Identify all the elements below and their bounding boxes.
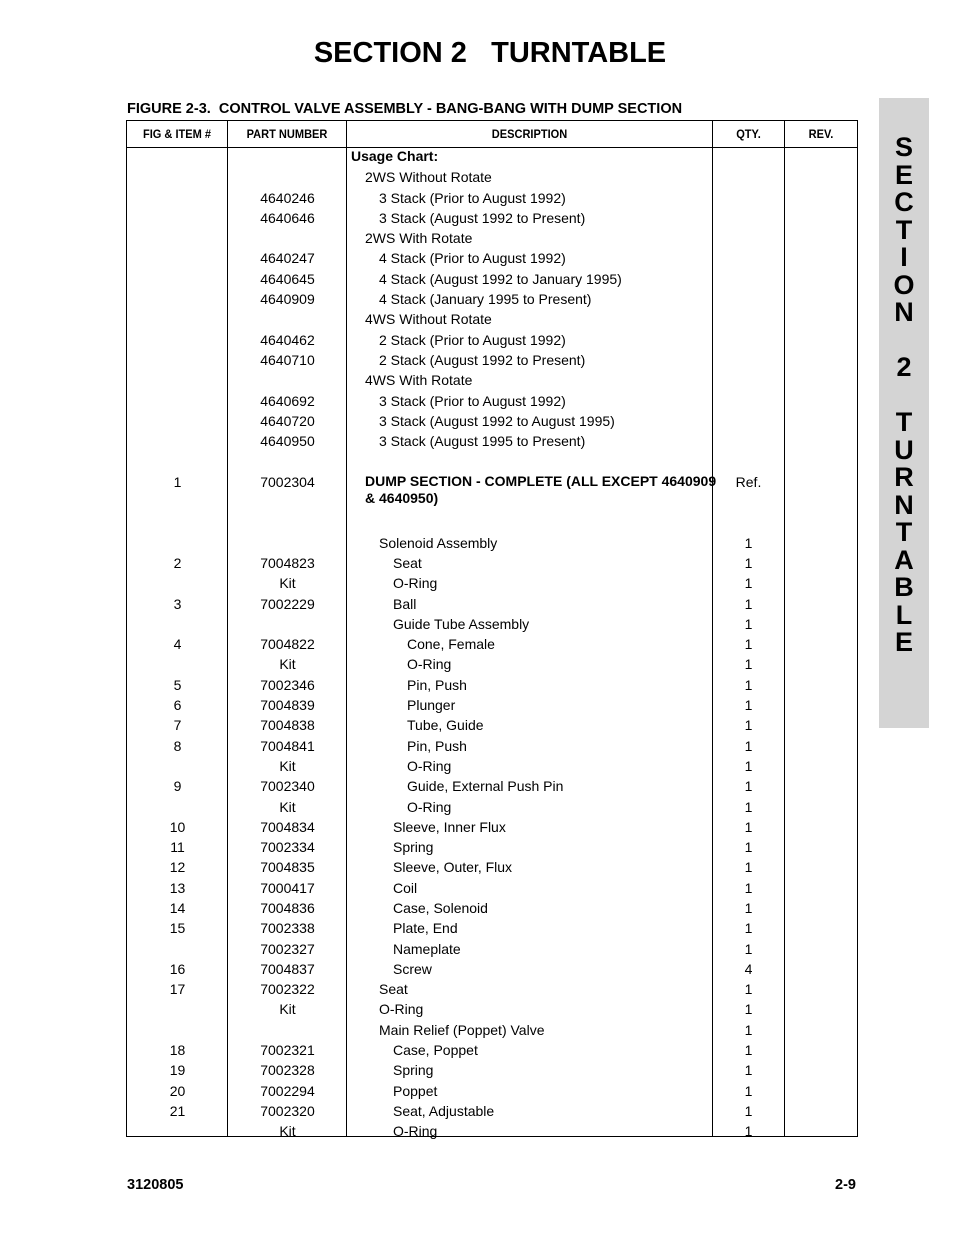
qty-cell: 1 bbox=[744, 1102, 753, 1119]
part-number-cell: Kit bbox=[279, 798, 296, 815]
table-row bbox=[127, 472, 857, 513]
table-row bbox=[127, 715, 857, 735]
table-row bbox=[127, 959, 857, 979]
fig-item-cell: 14 bbox=[169, 899, 186, 916]
fig-item-cell: 1 bbox=[173, 473, 182, 490]
description-cell: Nameplate bbox=[393, 940, 461, 957]
part-number-cell: 4640246 bbox=[260, 189, 315, 206]
qty-cell: 1 bbox=[744, 595, 753, 612]
description-cell: Guide, External Push Pin bbox=[407, 778, 564, 795]
qty-cell: 1 bbox=[744, 534, 753, 551]
qty-cell: 1 bbox=[744, 778, 753, 795]
description-cell: O-Ring bbox=[379, 1001, 424, 1018]
qty-cell: 1 bbox=[744, 737, 753, 754]
description-cell: Plunger bbox=[407, 697, 456, 714]
section-side-tab bbox=[879, 98, 929, 728]
table-row bbox=[127, 999, 857, 1019]
table-row bbox=[127, 776, 857, 796]
part-number-cell: 7004822 bbox=[260, 636, 315, 653]
qty-cell: 1 bbox=[744, 859, 753, 876]
fig-item-cell: 10 bbox=[169, 818, 186, 835]
table-row bbox=[127, 309, 857, 329]
figure-title: FIGURE 2-3. CONTROL VALVE ASSEMBLY - BANG-BANG WITH DUMP SECTION bbox=[127, 101, 683, 117]
table-row bbox=[127, 330, 857, 350]
part-number-cell: Kit bbox=[279, 757, 296, 774]
table-row bbox=[127, 391, 857, 411]
table-row bbox=[127, 553, 857, 573]
side-tab-letter: T bbox=[895, 214, 913, 245]
qty-cell: 1 bbox=[744, 920, 753, 937]
page-number: 2-9 bbox=[835, 1177, 856, 1193]
part-number-cell: 7002229 bbox=[260, 595, 315, 612]
description-cell: Pin, Push bbox=[407, 676, 467, 693]
table-row bbox=[127, 898, 857, 918]
part-number-cell: 7002294 bbox=[260, 1082, 315, 1099]
part-number-cell: 7004836 bbox=[260, 899, 315, 916]
spacer-row bbox=[127, 451, 857, 471]
fig-item-cell: 15 bbox=[169, 920, 186, 937]
fig-item-cell: 12 bbox=[169, 859, 186, 876]
qty-cell: 1 bbox=[744, 717, 753, 734]
table-row bbox=[127, 878, 857, 898]
fig-item-cell: 20 bbox=[169, 1082, 186, 1099]
table-row bbox=[127, 228, 857, 248]
description-cell: O-Ring bbox=[407, 656, 452, 673]
description-cell: O-Ring bbox=[407, 757, 452, 774]
description-cell: 2WS With Rotate bbox=[365, 230, 473, 247]
side-tab-letter: T bbox=[895, 407, 913, 437]
table-body bbox=[127, 147, 857, 1142]
fig-item-cell: 21 bbox=[169, 1102, 186, 1119]
fig-item-cell: 5 bbox=[173, 676, 182, 693]
description-cell: Poppet bbox=[393, 1082, 438, 1099]
spacer-row bbox=[127, 512, 857, 532]
description-cell: 3 Stack (August 1995 to Present) bbox=[379, 433, 586, 450]
side-tab-letter: R bbox=[894, 462, 914, 492]
part-number-cell: 7002320 bbox=[260, 1102, 315, 1119]
part-number-cell: 4640247 bbox=[260, 250, 315, 267]
table-row bbox=[127, 756, 857, 776]
part-number-cell: 7002334 bbox=[260, 839, 315, 856]
table-row bbox=[127, 979, 857, 999]
table-row bbox=[127, 614, 857, 634]
part-number-cell: 7002322 bbox=[260, 981, 315, 998]
fig-item-cell: 11 bbox=[170, 839, 185, 856]
table-row bbox=[127, 1040, 857, 1060]
description-cell: Coil bbox=[393, 879, 418, 896]
qty-cell: 1 bbox=[744, 839, 753, 856]
table-row bbox=[127, 1101, 857, 1121]
qty-cell: 1 bbox=[744, 757, 753, 774]
side-tab-letter: E bbox=[894, 627, 913, 657]
table-row bbox=[127, 695, 857, 715]
part-number-cell: 4640710 bbox=[260, 351, 315, 368]
table-row bbox=[127, 167, 857, 187]
table-row bbox=[127, 370, 857, 390]
side-tab-letter: N bbox=[894, 489, 914, 520]
description-cell: 4 Stack (January 1995 to Present) bbox=[379, 291, 592, 308]
description-cell: Ball bbox=[393, 595, 417, 612]
document-number: 3120805 bbox=[127, 1177, 184, 1193]
description-cell: 2WS Without Rotate bbox=[365, 169, 492, 186]
table-row bbox=[127, 675, 857, 695]
description-cell: Cone, Female bbox=[407, 636, 495, 653]
description-cell: Case, Poppet bbox=[393, 1042, 478, 1059]
table-row bbox=[127, 797, 857, 817]
fig-item-cell: 3 bbox=[173, 595, 182, 612]
part-number-cell: 7002327 bbox=[260, 940, 315, 957]
description-cell: Tube, Guide bbox=[407, 717, 484, 734]
part-number-cell: 4640646 bbox=[260, 209, 315, 226]
table-row bbox=[127, 857, 857, 877]
side-tab-letter: S bbox=[894, 132, 913, 162]
part-number-cell: 7002328 bbox=[260, 1062, 315, 1079]
part-number-cell: 7004841 bbox=[260, 737, 315, 754]
qty-cell: 1 bbox=[744, 1062, 753, 1079]
qty-cell: 1 bbox=[744, 818, 753, 835]
part-number-cell: 4640692 bbox=[260, 392, 315, 409]
fig-item-cell: 16 bbox=[169, 960, 186, 977]
fig-item-cell: 6 bbox=[173, 697, 182, 714]
table-row bbox=[127, 147, 857, 167]
qty-cell: 1 bbox=[744, 676, 753, 693]
table-row bbox=[127, 1020, 857, 1040]
table-row bbox=[127, 1121, 857, 1141]
table-row bbox=[127, 289, 857, 309]
qty-cell: 1 bbox=[744, 879, 753, 896]
description-cell: 3 Stack (Prior to August 1992) bbox=[379, 189, 566, 206]
part-number-cell: 7004834 bbox=[260, 818, 315, 835]
fig-item-cell: 19 bbox=[169, 1062, 186, 1079]
qty-cell: 1 bbox=[744, 798, 753, 815]
qty-cell: Ref. bbox=[735, 473, 762, 490]
description-cell: 2 Stack (August 1992 to Present) bbox=[379, 351, 586, 368]
part-number-cell: 7004838 bbox=[260, 717, 315, 734]
table-row bbox=[127, 1060, 857, 1080]
qty-cell: 1 bbox=[744, 899, 753, 916]
qty-cell: 1 bbox=[744, 1042, 753, 1059]
description-cell: Solenoid Assembly bbox=[379, 534, 498, 551]
table-row bbox=[127, 431, 857, 451]
side-tab-letter: A bbox=[894, 544, 914, 575]
qty-cell: 1 bbox=[744, 1123, 753, 1140]
qty-cell: 1 bbox=[744, 1001, 753, 1018]
side-tab-letter: O bbox=[893, 269, 915, 300]
table-row bbox=[127, 533, 857, 553]
table-row bbox=[127, 411, 857, 431]
table-row bbox=[127, 634, 857, 654]
table-row bbox=[127, 1081, 857, 1101]
table-row bbox=[127, 939, 857, 959]
part-number-cell: Kit bbox=[279, 575, 296, 592]
fig-item-cell: 13 bbox=[169, 879, 186, 896]
fig-item-cell: 17 bbox=[169, 981, 186, 998]
fig-item-cell: 7 bbox=[173, 717, 182, 734]
part-number-cell: 7002338 bbox=[260, 920, 315, 937]
side-tab-letter: L bbox=[895, 599, 913, 630]
table-row bbox=[127, 817, 857, 837]
table-row bbox=[127, 837, 857, 857]
table-row bbox=[127, 654, 857, 674]
side-tab-letters bbox=[879, 134, 929, 657]
table-row bbox=[127, 573, 857, 593]
fig-item-cell: 18 bbox=[169, 1042, 186, 1059]
part-number-cell: 7004837 bbox=[260, 960, 315, 977]
description-cell: Seat, Adjustable bbox=[393, 1102, 495, 1119]
part-number-cell: 7002321 bbox=[260, 1042, 315, 1059]
description-cell: Case, Solenoid bbox=[393, 899, 488, 916]
part-number-cell: 7002304 bbox=[260, 473, 315, 490]
description-cell: Main Relief (Poppet) Valve bbox=[379, 1021, 545, 1038]
qty-cell: 1 bbox=[744, 1082, 753, 1099]
part-number-cell: Kit bbox=[279, 1001, 296, 1018]
table-row bbox=[127, 208, 857, 228]
fig-item-cell: 9 bbox=[173, 778, 182, 795]
description-cell: 3 Stack (August 1992 to Present) bbox=[379, 209, 586, 226]
description-cell: 4 Stack (August 1992 to January 1995) bbox=[379, 270, 622, 287]
description-cell: 4WS Without Rotate bbox=[365, 311, 492, 328]
part-number-cell: 4640720 bbox=[260, 412, 315, 429]
table-row bbox=[127, 269, 857, 289]
table-row bbox=[127, 350, 857, 370]
side-tab-letter: U bbox=[894, 434, 914, 465]
description-cell: 3 Stack (Prior to August 1992) bbox=[379, 392, 566, 409]
part-number-cell: 4640950 bbox=[260, 433, 315, 450]
side-tab-letter: C bbox=[894, 187, 914, 217]
table-row bbox=[127, 248, 857, 268]
qty-cell: 1 bbox=[744, 615, 753, 632]
part-number-cell: 7000417 bbox=[260, 879, 315, 896]
fig-item-cell: 4 bbox=[173, 636, 182, 653]
part-number-cell: 7004823 bbox=[260, 554, 315, 571]
description-cell: 4WS With Rotate bbox=[365, 372, 473, 389]
description-cell: 3 Stack (August 1992 to August 1995) bbox=[379, 412, 615, 429]
part-number-cell: 4640909 bbox=[260, 291, 315, 308]
side-tab-letter: N bbox=[894, 297, 914, 327]
header-part-number: PART NUMBER bbox=[246, 127, 328, 141]
part-number-cell: 7002340 bbox=[260, 778, 315, 795]
qty-cell: 1 bbox=[744, 554, 753, 571]
header-qty: QTY. bbox=[736, 127, 761, 141]
side-tab-letter: 2 bbox=[896, 352, 912, 382]
part-number-cell: Kit bbox=[279, 656, 296, 673]
table-row bbox=[127, 918, 857, 938]
description-cell: Guide Tube Assembly bbox=[393, 615, 530, 632]
description-cell: 4 Stack (Prior to August 1992) bbox=[379, 250, 566, 267]
fig-item-cell: 8 bbox=[173, 737, 182, 754]
table-row bbox=[127, 736, 857, 756]
qty-cell: 1 bbox=[744, 697, 753, 714]
part-number-cell: 7004835 bbox=[260, 859, 315, 876]
qty-cell: 1 bbox=[744, 575, 753, 592]
part-number-cell: 7002346 bbox=[260, 676, 315, 693]
part-number-cell: 7004839 bbox=[260, 697, 315, 714]
description-cell: O-Ring bbox=[393, 1123, 438, 1140]
section-title: SECTION 2 TURNTABLE bbox=[313, 37, 667, 69]
description-cell: Spring bbox=[393, 839, 434, 856]
side-tab-letter: T bbox=[895, 517, 913, 547]
side-tab-letter: I bbox=[900, 242, 908, 272]
fig-item-cell: 2 bbox=[173, 554, 182, 571]
description-cell: 2 Stack (Prior to August 1992) bbox=[379, 331, 566, 348]
description-cell: Spring bbox=[393, 1062, 434, 1079]
qty-cell: 1 bbox=[744, 636, 753, 653]
header-rev: REV. bbox=[808, 127, 834, 141]
description-cell: Sleeve, Outer, Flux bbox=[393, 859, 513, 876]
table-row bbox=[127, 188, 857, 208]
description-cell: Sleeve, Inner Flux bbox=[393, 818, 506, 835]
qty-cell: 1 bbox=[744, 656, 753, 673]
part-number-cell: Kit bbox=[279, 1123, 296, 1140]
qty-cell: 1 bbox=[744, 981, 753, 998]
description-cell: Plate, End bbox=[393, 920, 458, 937]
description-cell: O-Ring bbox=[407, 798, 452, 815]
description-cell: DUMP SECTION - COMPLETE (ALL EXCEPT 4640909 & 4640950) bbox=[365, 472, 717, 506]
description-cell: Screw bbox=[393, 960, 432, 977]
side-tab-letter: B bbox=[894, 572, 914, 602]
description-cell: Seat bbox=[379, 981, 408, 998]
parts-table bbox=[126, 120, 858, 1140]
part-number-cell: 4640462 bbox=[260, 331, 315, 348]
side-tab-letter: E bbox=[894, 159, 913, 190]
description-cell: Pin, Push bbox=[407, 737, 467, 754]
qty-cell: 1 bbox=[744, 1021, 753, 1038]
qty-cell: 4 bbox=[744, 960, 753, 977]
description-cell: Seat bbox=[393, 554, 422, 571]
header-fig-item: FIG & ITEM # bbox=[142, 127, 212, 141]
description-cell: Usage Chart: bbox=[351, 148, 439, 164]
description-cell: O-Ring bbox=[393, 575, 438, 592]
table-row bbox=[127, 594, 857, 614]
part-number-cell: 4640645 bbox=[260, 270, 315, 287]
qty-cell: 1 bbox=[744, 940, 753, 957]
header-description: DESCRIPTION bbox=[491, 127, 568, 141]
